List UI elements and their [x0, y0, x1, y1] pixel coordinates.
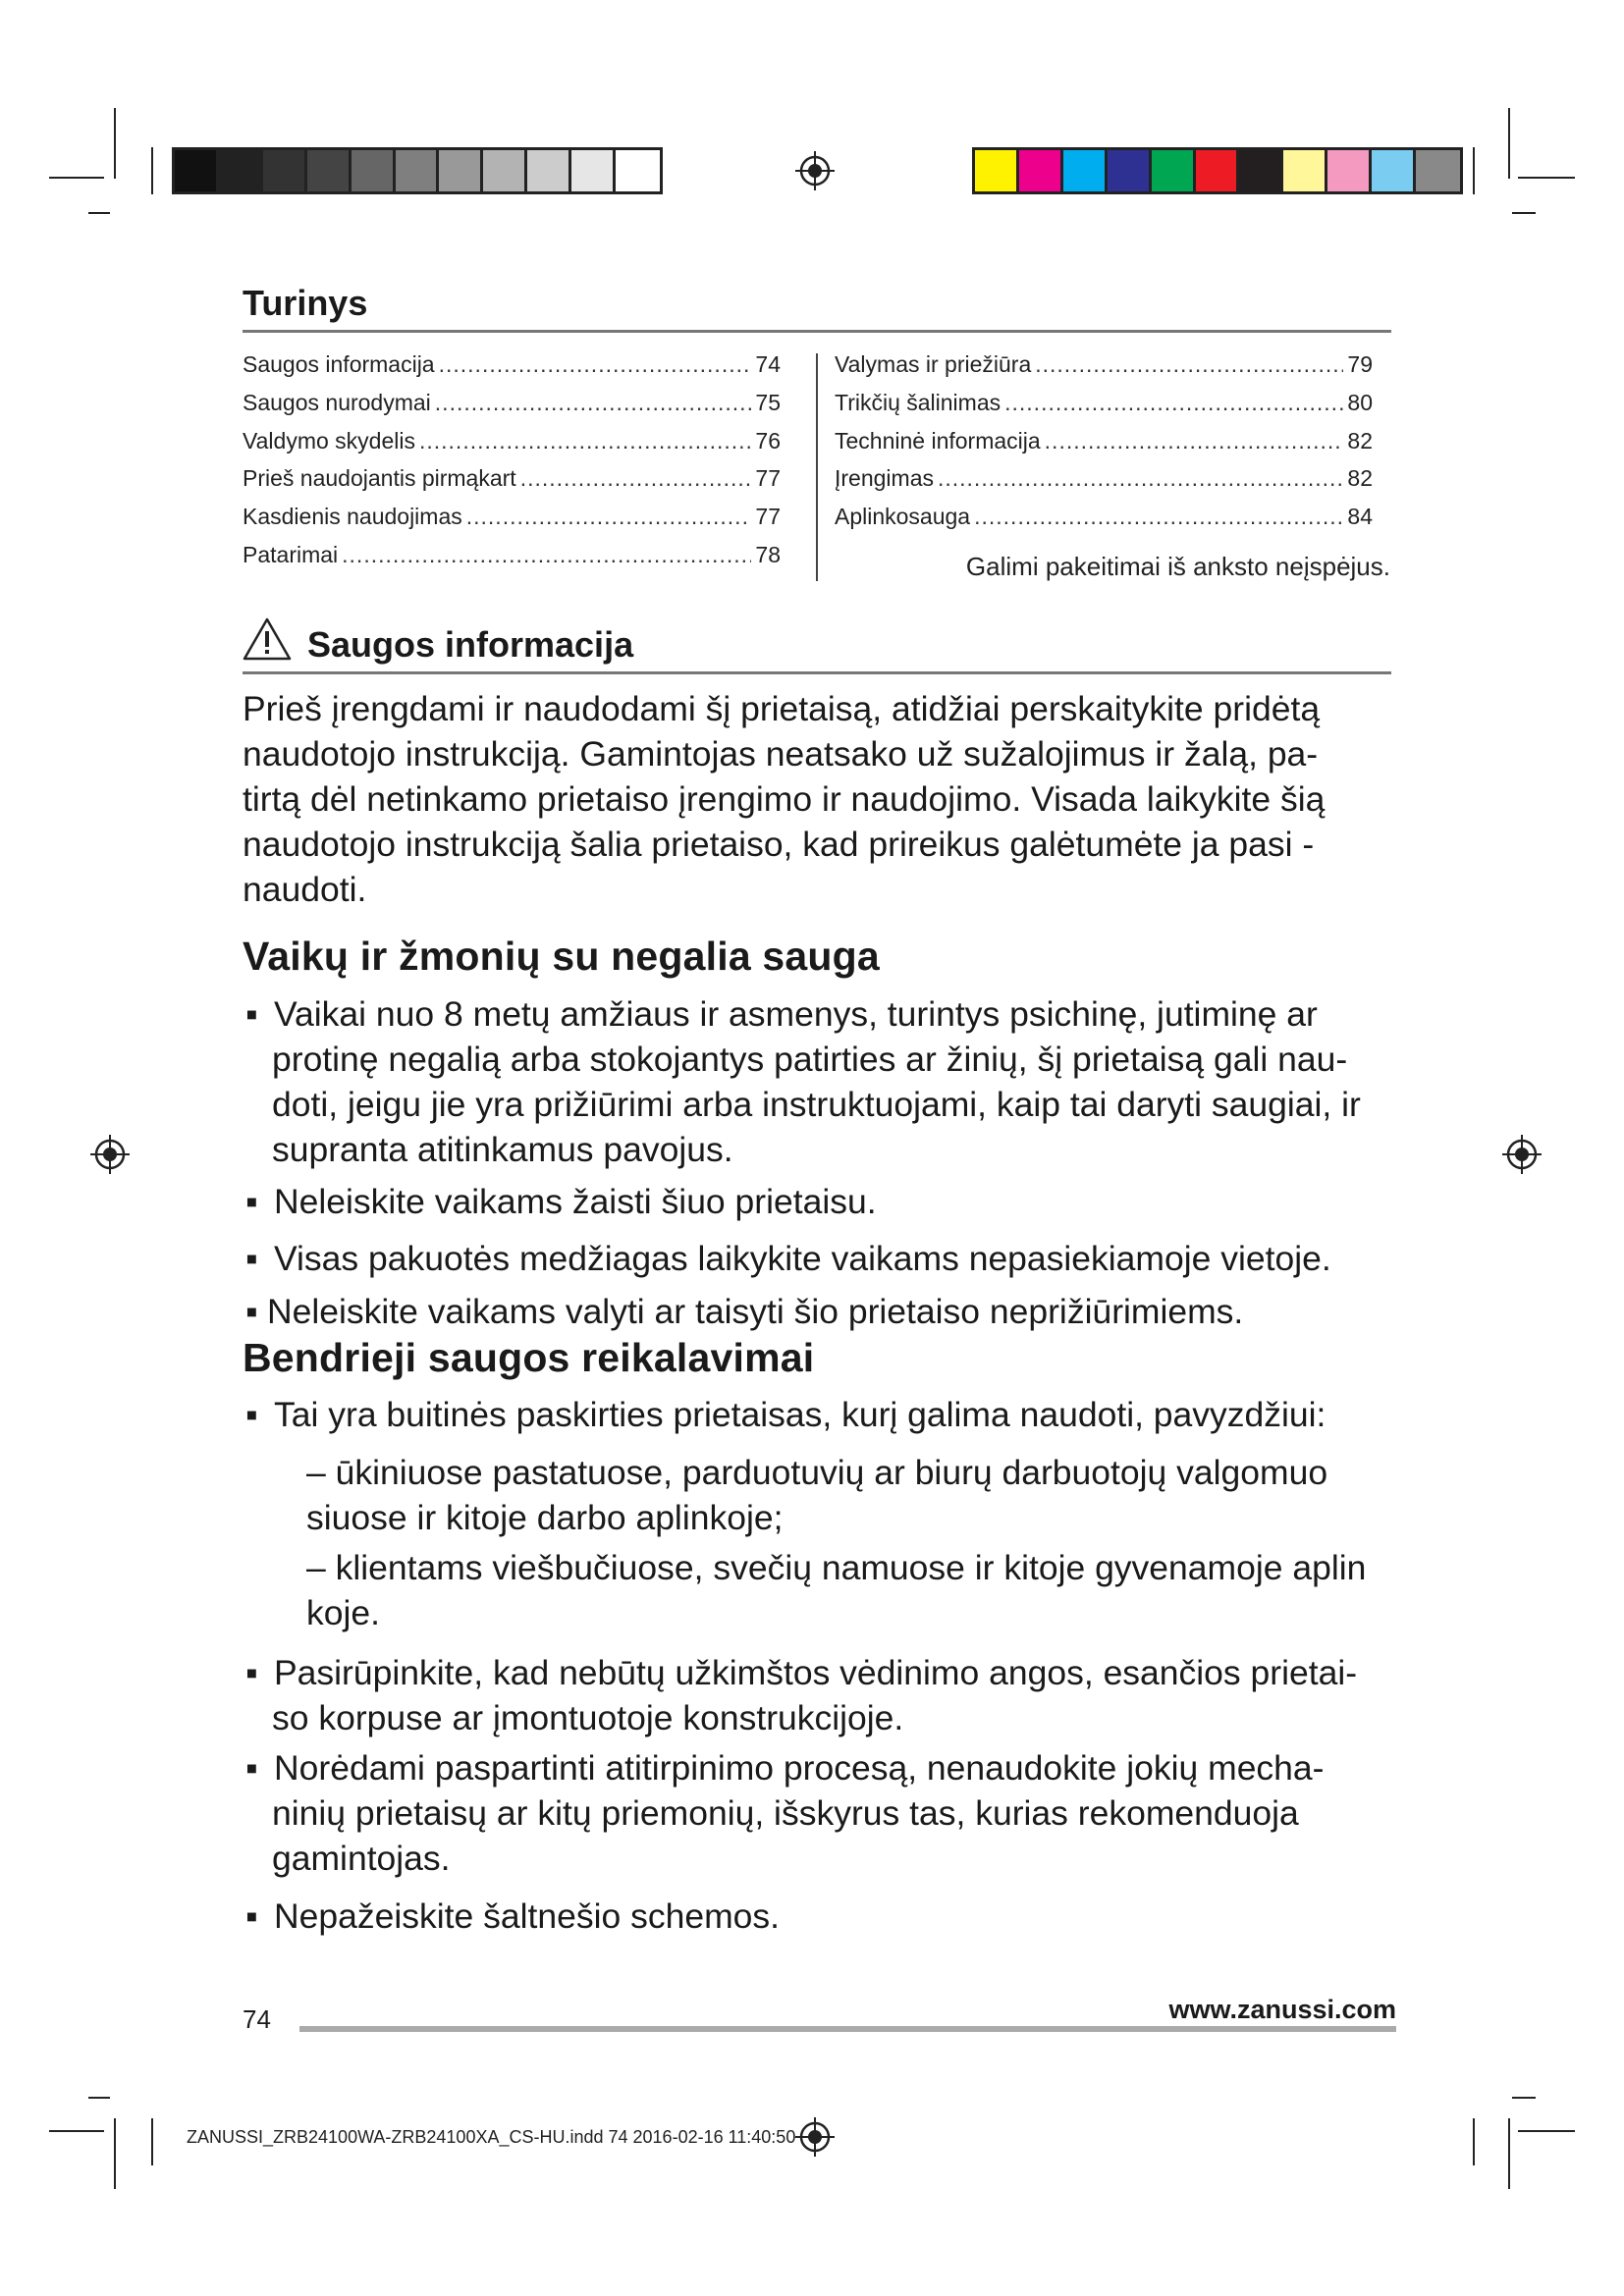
- color-swatch: [352, 150, 396, 191]
- toc-entry-label: Aplinkosauga: [835, 504, 971, 530]
- color-swatch: [175, 150, 219, 191]
- registration-mark-icon: [795, 151, 835, 190]
- toc-entry[interactable]: [243, 465, 781, 504]
- bullet-mark: ▪: [245, 1653, 258, 1692]
- toc-entry-label: Valdymo skydelis: [243, 427, 415, 454]
- color-swatch: [483, 150, 527, 191]
- crop-mark: [1508, 108, 1510, 179]
- toc-entry-page: 77: [755, 504, 781, 530]
- crop-mark: [88, 212, 110, 214]
- color-swatch: [975, 150, 1019, 191]
- crop-mark: [114, 2118, 116, 2189]
- toc-entry[interactable]: [243, 351, 781, 390]
- grayscale-color-bar: [172, 147, 663, 194]
- toc-leader-dots: [466, 504, 752, 530]
- crop-mark: [1512, 212, 1536, 214]
- toc-entry-page: 80: [1347, 389, 1373, 415]
- toc-entry-label: Valymas ir priežiūra: [835, 351, 1032, 377]
- bullet-mark: ▪: [245, 1395, 258, 1434]
- toc-left-column: [243, 351, 781, 580]
- color-swatch: [1063, 150, 1108, 191]
- toc-disclaimer: Galimi pakeitimai iš anksto neįspėjus.: [965, 552, 1390, 581]
- color-swatch: [307, 150, 352, 191]
- text-line: Prieš įrengdami ir naudodami šį prietaisą, atidžiai perskaitykite pridėtą: [243, 689, 1321, 728]
- text-line: ninių prietaisų ar kitų priemonių, išskyrus tas, kurias rekomenduoja: [272, 1793, 1299, 1833]
- bullet-mark: ▪: [245, 1239, 258, 1278]
- toc-title: Turinys: [243, 283, 368, 323]
- color-swatch: [1019, 150, 1063, 191]
- toc-entry-page: 82: [1347, 465, 1373, 492]
- crop-mark: [1473, 2118, 1475, 2165]
- toc-entry-page: 82: [1347, 427, 1373, 454]
- toc-right-column: [835, 351, 1373, 542]
- list-item: [245, 991, 1424, 1172]
- toc-entry[interactable]: [835, 504, 1373, 542]
- text-line: tirtą dėl netinkamo prietaiso įrengimo ir naudojimo. Visada laikykite šią: [243, 779, 1326, 819]
- toc-entry-label: Saugos nurodymai: [243, 389, 431, 415]
- color-swatch: [1283, 150, 1327, 191]
- crop-mark: [1508, 2118, 1510, 2189]
- toc-leader-dots: [342, 542, 751, 568]
- toc-entry-label: Įrengimas: [835, 465, 934, 492]
- toc-entry-page: 79: [1347, 351, 1373, 377]
- toc-entry-label: Trikčių šalinimas: [835, 389, 1001, 415]
- text-line: Norėdami paspartinti atitirpinimo procesą, nenaudokite jokių mecha-: [274, 1748, 1325, 1788]
- toc-entry[interactable]: [243, 504, 781, 542]
- toc-entry[interactable]: [835, 351, 1373, 390]
- crop-mark: [151, 147, 153, 194]
- list-item: [245, 1236, 1424, 1281]
- text-line: koje.: [306, 1593, 380, 1632]
- color-swatch: [571, 150, 616, 191]
- text-line: Nepažeiskite šaltnešio schemos.: [274, 1896, 780, 1936]
- toc-leader-dots: [439, 351, 752, 378]
- toc-column-divider: [816, 353, 818, 581]
- toc-leader-dots: [1045, 428, 1344, 454]
- print-slug: ZANUSSI_ZRB24100WA-ZRB24100XA_CS-HU.indd 74 2016-02-16 11:40:50: [187, 2127, 796, 2147]
- registration-mark-icon: [1502, 1135, 1542, 1174]
- bullet-mark: ▪: [245, 994, 258, 1034]
- toc-entry[interactable]: [243, 390, 781, 428]
- toc-entry-page: 74: [755, 351, 781, 377]
- toc-entry-label: Techninė informacija: [835, 427, 1041, 454]
- text-line: siuose ir kitoje darbo aplinkoje;: [306, 1498, 784, 1537]
- bullet-mark: ▪: [245, 1748, 258, 1788]
- toc-leader-dots: [520, 465, 752, 492]
- toc-entry[interactable]: [835, 428, 1373, 466]
- sub-list-item: [306, 1545, 1426, 1635]
- safety-heading-rule: [243, 671, 1391, 674]
- safety-heading: Saugos informacija: [307, 624, 634, 665]
- crop-mark: [1512, 2097, 1536, 2099]
- text-line: naudotojo instrukciją. Gamintojas neatsako už sužalojimus ir žalą, pa-: [243, 734, 1319, 774]
- toc-entry-label: Kasdienis naudojimas: [243, 504, 462, 530]
- warning-triangle-icon: [242, 616, 293, 662]
- toc-leader-dots: [974, 504, 1343, 530]
- color-swatch-bar: [972, 147, 1463, 194]
- toc-leader-dots: [1035, 351, 1343, 378]
- toc-entry-page: 77: [755, 465, 781, 492]
- crop-mark: [1518, 177, 1575, 179]
- color-swatch: [396, 150, 440, 191]
- toc-entry[interactable]: [835, 465, 1373, 504]
- crop-mark: [1473, 147, 1475, 194]
- children-safety-heading: Vaikų ir žmonių su negalia sauga: [243, 934, 880, 979]
- list-item: [245, 1392, 1424, 1437]
- text-line: naudoti.: [243, 870, 367, 909]
- color-swatch: [527, 150, 571, 191]
- color-swatch: [1416, 150, 1460, 191]
- toc-leader-dots: [435, 390, 752, 416]
- registration-mark-icon: [90, 1135, 130, 1174]
- safety-intro: [243, 686, 1401, 912]
- text-line: Neleiskite vaikams valyti ar taisyti šio prietaiso neprižiūrimiems.: [267, 1292, 1244, 1331]
- toc-entry-label: Prieš naudojantis pirmąkart: [243, 465, 516, 492]
- toc-entry-label: Patarimai: [243, 541, 339, 567]
- toc-leader-dots: [1004, 390, 1343, 416]
- website-link[interactable]: www.zanussi.com: [1168, 1995, 1396, 2024]
- color-swatch: [1239, 150, 1283, 191]
- text-line: protinę negalią arba stokojantys patirties ar žinių, šį prietaisą gali nau-: [272, 1040, 1348, 1079]
- text-line: Visas pakuotės medžiagas laikykite vaikams nepasiekiamoje vietoje.: [274, 1239, 1331, 1278]
- text-line: – ūkiniuose pastatuose, parduotuvių ar biurų darbuotojų valgomuo: [306, 1453, 1328, 1492]
- toc-entry-page: 84: [1347, 504, 1373, 530]
- sub-list-item: [306, 1450, 1426, 1540]
- color-swatch: [1108, 150, 1152, 191]
- general-safety-heading: Bendrieji saugos reikalavimai: [243, 1335, 815, 1380]
- crop-mark: [88, 2097, 110, 2099]
- text-line: so korpuse ar įmontuotoje konstrukcijoje.: [272, 1698, 904, 1737]
- toc-entry-page: 75: [755, 389, 781, 415]
- color-swatch: [1196, 150, 1240, 191]
- color-swatch: [1152, 150, 1196, 191]
- color-swatch: [1327, 150, 1372, 191]
- toc-leader-dots: [938, 465, 1343, 492]
- bullet-mark: ▪: [245, 1292, 258, 1331]
- crop-mark: [49, 2130, 104, 2132]
- text-line: naudotojo instrukciją šalia prietaiso, kad prireikus galėtumėte ja pasi -: [243, 825, 1315, 864]
- bullet-mark: ▪: [245, 1896, 258, 1936]
- list-item: [245, 1179, 1424, 1224]
- toc-entry-page: 78: [755, 541, 781, 567]
- crop-mark: [49, 177, 104, 179]
- list-item: [245, 1289, 1424, 1334]
- color-swatch: [219, 150, 263, 191]
- text-line: gamintojas.: [272, 1839, 451, 1878]
- list-item: [245, 1650, 1424, 1740]
- text-line: – klientams viešbučiuose, svečių namuose ir kitoje gyvenamoje aplin: [306, 1548, 1367, 1587]
- toc-title-rule: [243, 330, 1391, 333]
- toc-entry[interactable]: [835, 390, 1373, 428]
- text-line: doti, jeigu jie yra prižiūrimi arba instruktuojami, kaip tai daryti saugiai, ir: [272, 1085, 1361, 1124]
- footer-rule: [299, 2026, 1396, 2032]
- crop-mark: [114, 108, 116, 179]
- page-number: 74: [243, 2004, 271, 2034]
- list-item: [245, 1894, 1424, 1939]
- crop-mark: [1518, 2130, 1575, 2132]
- color-swatch: [616, 150, 660, 191]
- text-line: supranta atitinkamus pavojus.: [272, 1130, 733, 1169]
- toc-entry-page: 76: [755, 427, 781, 454]
- toc-entry[interactable]: [243, 542, 781, 580]
- crop-mark: [151, 2118, 153, 2165]
- registration-mark-icon: [795, 2117, 835, 2157]
- toc-leader-dots: [419, 428, 751, 454]
- bullet-mark: ▪: [245, 1182, 258, 1221]
- toc-entry[interactable]: [243, 428, 781, 466]
- color-swatch: [1372, 150, 1416, 191]
- text-line: Tai yra buitinės paskirties prietaisas, kurį galima naudoti, pavyzdžiui:: [274, 1395, 1326, 1434]
- toc-entry-label: Saugos informacija: [243, 351, 435, 377]
- text-line: Vaikai nuo 8 metų amžiaus ir asmenys, turintys psichinę, jutiminę ar: [274, 994, 1318, 1034]
- text-line: Pasirūpinkite, kad nebūtų užkimštos vėdinimo angos, esančios prietai-: [274, 1653, 1358, 1692]
- list-item: [245, 1745, 1424, 1881]
- color-swatch: [439, 150, 483, 191]
- color-swatch: [263, 150, 307, 191]
- text-line: Neleiskite vaikams žaisti šiuo prietaisu.: [274, 1182, 877, 1221]
